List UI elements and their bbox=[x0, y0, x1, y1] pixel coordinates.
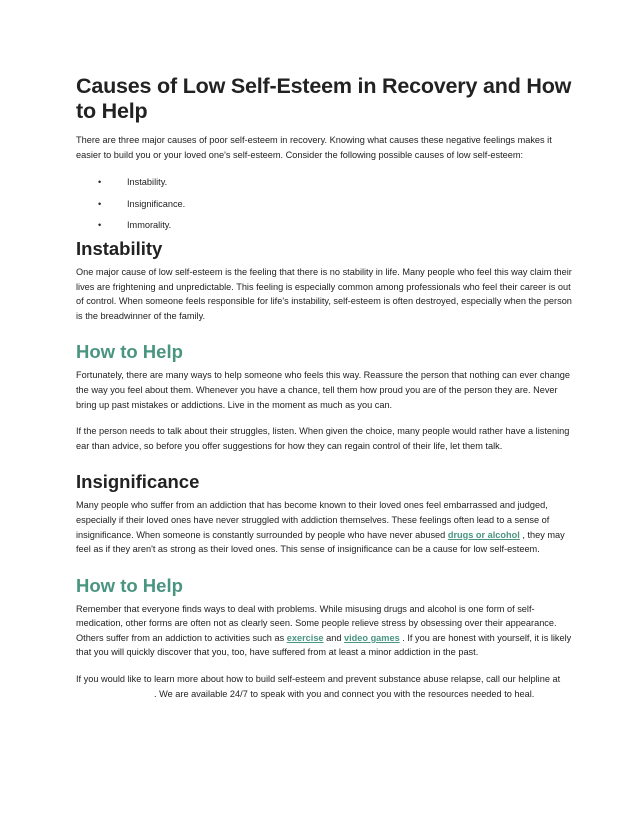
insignificance-paragraph bbox=[76, 498, 578, 556]
page-title: Causes of Low Self-Esteem in Recovery and How to Help bbox=[76, 74, 572, 123]
video-games-link[interactable]: video games bbox=[344, 632, 400, 643]
help2-text-and: and bbox=[326, 632, 342, 643]
instability-paragraph: One major cause of low self-esteem is the feeling that there is no stability in life. Many people who feel this way claim their lives are frightening and unpredictable. This feeling is especially common among professionals who feel their career is out of control. When someone feels responsible for life's instability, self-esteem is often destroyed, especially when the person is the breadwinner of the family. bbox=[76, 266, 572, 321]
help2-text-before: Remember that everyone finds ways to deal with problems. While misusing drugs and alcohol is one form of self-medication, other forms are often not as clearly seen. Some people relieve stress by obsessing over their appearance. Others suffer from an addiction to activities such as bbox=[76, 603, 557, 643]
help2-paragraph-1 bbox=[76, 602, 578, 660]
helpline-text-before: If you would like to learn more about how to build self-esteem and prevent substance abuse relapse, call our helpline at bbox=[76, 674, 561, 685]
intro-paragraph: There are three major causes of poor self-esteem in recovery. Knowing what causes these negative feelings makes it easier to build you or your loved one's self-esteem. Consider the following possible causes of low self-esteem: bbox=[76, 135, 552, 160]
help2-paragraph-2 bbox=[76, 672, 578, 701]
list-item: • Insignificance. bbox=[98, 197, 578, 212]
list-item: • Instability. bbox=[98, 175, 578, 190]
list-item: • Immorality. bbox=[98, 218, 578, 233]
instability-heading: Instability bbox=[76, 237, 163, 259]
help1-paragraph-2: If the person needs to talk about their struggles, listen. When given the choice, many people would rather have a listening ear than advice, so before you offer suggestions for how they can regain control of their life, let them talk. bbox=[76, 426, 570, 451]
help2-text-after: . If you are honest with yourself, it is likely that you will quickly discover that you, too, have suffered from at least a minor addiction in the past. bbox=[76, 632, 572, 658]
insignificance-text-after: , they may feel as if they aren't as strong as their loved ones. This sense of insignificance can be a cause for low self-esteem. bbox=[76, 529, 565, 555]
drugs-or-alcohol-link[interactable]: drugs or alcohol bbox=[447, 529, 520, 540]
helpline-text-after: . We are available 24/7 to speak with you and connect you with the resources needed to heal. bbox=[154, 688, 535, 699]
insignificance-text-before: Many people who suffer from an addiction that has become known to their loved ones feel embarrassed and judged, especially if their loved ones have never struggled with addiction themselves. These feelings often lead to a sense of insignificance. When someone is constantly surrounded by people who have never abused bbox=[76, 500, 550, 540]
help1-paragraph-1: Fortunately, there are many ways to help someone who feels this way. Reassure the person that nothing can ever change the way you feel about them. Whenever you have a chance, tell them how proud you are of the person they are. Never bring up past mistakes or addictions. Live in the moment as much as you can. bbox=[76, 370, 571, 410]
how-to-help-heading-2: How to Help bbox=[76, 574, 183, 596]
insignificance-heading: Insignificance bbox=[76, 471, 200, 493]
causes-list bbox=[76, 175, 578, 233]
how-to-help-heading-1: How to Help bbox=[76, 341, 183, 363]
exercise-link[interactable]: exercise bbox=[286, 632, 324, 643]
